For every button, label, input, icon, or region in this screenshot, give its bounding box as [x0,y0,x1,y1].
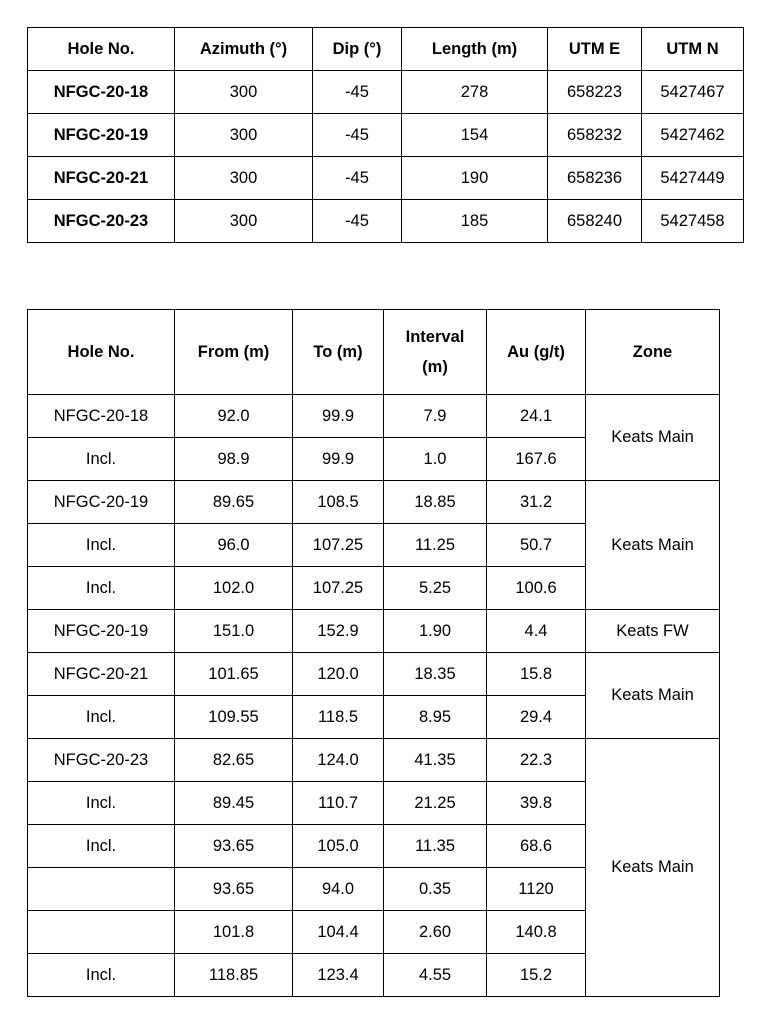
hole-no-cell: Incl. [28,438,175,481]
header-hole-no: Hole No. [28,310,175,395]
interval-cell: 11.35 [384,825,487,868]
drill-collar-table [27,27,744,243]
header-row [28,310,720,395]
header-row [28,28,744,71]
azimuth-cell: 300 [175,200,313,243]
length-cell: 185 [402,200,548,243]
hole-no-cell: NFGC-20-19 [28,481,175,524]
assay-results-table [27,309,720,997]
dip-cell: -45 [313,114,402,157]
header-interval [384,310,487,395]
table-row [28,114,744,157]
from-cell: 151.0 [175,610,293,653]
au-cell: 22.3 [487,739,586,782]
interval-cell: 5.25 [384,567,487,610]
to-cell: 120.0 [293,653,384,696]
utm-e-cell: 658232 [548,114,642,157]
hole-no-cell: Incl. [28,524,175,567]
hole-no-cell: Incl. [28,782,175,825]
au-cell: 24.1 [487,395,586,438]
hole-no-cell: NFGC-20-21 [28,157,175,200]
length-cell: 278 [402,71,548,114]
hole-no-cell: NFGC-20-21 [28,653,175,696]
length-cell: 154 [402,114,548,157]
from-cell: 98.9 [175,438,293,481]
utm-n-cell: 5427467 [642,71,744,114]
header-length: Length (m) [402,28,548,71]
from-cell: 82.65 [175,739,293,782]
table-row [28,653,720,696]
table-row [28,157,744,200]
au-cell: 1120 [487,868,586,911]
header-to: To (m) [293,310,384,395]
to-cell: 124.0 [293,739,384,782]
utm-e-cell: 658236 [548,157,642,200]
au-cell: 100.6 [487,567,586,610]
hole-no-cell: Incl. [28,696,175,739]
table-row [28,395,720,438]
interval-cell: 18.35 [384,653,487,696]
hole-no-cell: NFGC-20-18 [28,71,175,114]
table-row [28,200,744,243]
interval-cell: 41.35 [384,739,487,782]
header-dip: Dip (°) [313,28,402,71]
interval-cell: 1.0 [384,438,487,481]
to-cell: 108.5 [293,481,384,524]
table-row [28,610,720,653]
from-cell: 101.8 [175,911,293,954]
header-hole-no: Hole No. [28,28,175,71]
zone-cell: Keats Main [586,481,720,610]
au-cell: 140.8 [487,911,586,954]
au-cell: 31.2 [487,481,586,524]
to-cell: 107.25 [293,524,384,567]
header-from: From (m) [175,310,293,395]
azimuth-cell: 300 [175,114,313,157]
utm-e-cell: 658223 [548,71,642,114]
dip-cell: -45 [313,71,402,114]
zone-cell: Keats Main [586,395,720,481]
length-cell: 190 [402,157,548,200]
table-row [28,739,720,782]
table-row [28,71,744,114]
from-cell: 109.55 [175,696,293,739]
from-cell: 101.65 [175,653,293,696]
utm-n-cell: 5427449 [642,157,744,200]
azimuth-cell: 300 [175,157,313,200]
header-utm-n: UTM N [642,28,744,71]
header-azimuth: Azimuth (°) [175,28,313,71]
from-cell: 89.65 [175,481,293,524]
zone-cell: Keats Main [586,739,720,997]
header-interval-line1: Interval [405,328,465,346]
table-row [28,481,720,524]
from-cell: 93.65 [175,868,293,911]
header-interval-line2: (m) [422,358,448,376]
au-cell: 15.8 [487,653,586,696]
to-cell: 152.9 [293,610,384,653]
from-cell: 96.0 [175,524,293,567]
hole-no-cell: NFGC-20-18 [28,395,175,438]
interval-cell: 0.35 [384,868,487,911]
zone-cell: Keats FW [586,610,720,653]
au-cell: 4.4 [487,610,586,653]
azimuth-cell: 300 [175,71,313,114]
to-cell: 94.0 [293,868,384,911]
to-cell: 104.4 [293,911,384,954]
hole-no-cell: NFGC-20-23 [28,200,175,243]
au-cell: 15.2 [487,954,586,997]
interval-cell: 18.85 [384,481,487,524]
interval-cell: 8.95 [384,696,487,739]
hole-no-cell: Incl. [28,825,175,868]
au-cell: 50.7 [487,524,586,567]
header-utm-e: UTM E [548,28,642,71]
dip-cell: -45 [313,200,402,243]
to-cell: 99.9 [293,438,384,481]
from-cell: 93.65 [175,825,293,868]
interval-cell: 4.55 [384,954,487,997]
hole-no-cell [28,911,175,954]
hole-no-cell: NFGC-20-23 [28,739,175,782]
utm-n-cell: 5427462 [642,114,744,157]
to-cell: 107.25 [293,567,384,610]
au-cell: 68.6 [487,825,586,868]
au-cell: 39.8 [487,782,586,825]
au-cell: 167.6 [487,438,586,481]
au-cell: 29.4 [487,696,586,739]
to-cell: 99.9 [293,395,384,438]
from-cell: 118.85 [175,954,293,997]
interval-cell: 1.90 [384,610,487,653]
from-cell: 92.0 [175,395,293,438]
zone-cell: Keats Main [586,653,720,739]
hole-no-cell: Incl. [28,567,175,610]
interval-cell: 21.25 [384,782,487,825]
utm-n-cell: 5427458 [642,200,744,243]
hole-no-cell: Incl. [28,954,175,997]
header-zone: Zone [586,310,720,395]
dip-cell: -45 [313,157,402,200]
header-au: Au (g/t) [487,310,586,395]
from-cell: 89.45 [175,782,293,825]
from-cell: 102.0 [175,567,293,610]
to-cell: 110.7 [293,782,384,825]
to-cell: 123.4 [293,954,384,997]
interval-cell: 2.60 [384,911,487,954]
interval-cell: 11.25 [384,524,487,567]
hole-no-cell: NFGC-20-19 [28,610,175,653]
to-cell: 105.0 [293,825,384,868]
hole-no-cell: NFGC-20-19 [28,114,175,157]
utm-e-cell: 658240 [548,200,642,243]
interval-cell: 7.9 [384,395,487,438]
hole-no-cell [28,868,175,911]
to-cell: 118.5 [293,696,384,739]
